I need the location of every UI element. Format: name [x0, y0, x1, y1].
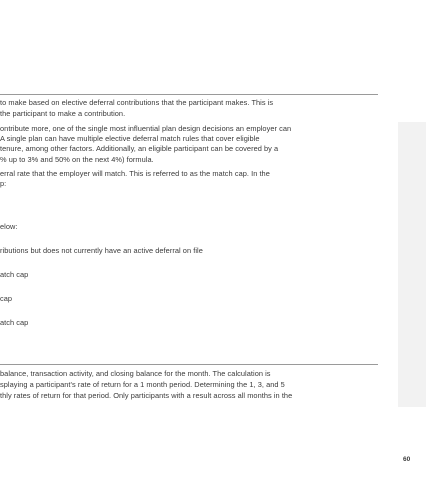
body-text-line: ontribute more, one of the single most influential plan design decisions an employer can [0, 124, 292, 133]
list-item: ributions but does not currently have an active deferral on file [0, 246, 203, 255]
body-text-line: A single plan can have multiple elective deferral match rules that cover eligible [0, 134, 260, 143]
list-intro-text: elow: [0, 222, 18, 231]
list-item: atch cap [0, 318, 29, 327]
list-item: atch cap [0, 270, 29, 279]
body-text-line: balance, transaction activity, and closing balance for the month. The calculation is [0, 369, 271, 378]
body-text-line: erral rate that the employer will match. This is referred to as the match cap. In the [0, 169, 270, 178]
section-divider-bottom [0, 364, 378, 365]
section-divider-top [0, 94, 378, 95]
page-number: 60 [403, 456, 411, 463]
sidebar-panel [398, 122, 426, 407]
body-text-line: to make based on elective deferral contributions that the participant makes. This is [0, 98, 274, 107]
body-text-line: thly rates of return for that period. Only participants with a result across all months in the [0, 391, 293, 400]
body-text-line: tenure, among other factors. Additionally, an eligible participant can be covered by a [0, 144, 279, 153]
body-text-line: splaying a participant's rate of return for a 1 month period. Determining the 1, 3, and 5 [0, 380, 285, 389]
body-text-line: % up to 3% and 50% on the next 4%) formula. [0, 155, 154, 164]
body-text-line: the participant to make a contribution. [0, 109, 126, 118]
list-item: cap [0, 294, 13, 303]
body-text-line: p: [0, 179, 7, 188]
